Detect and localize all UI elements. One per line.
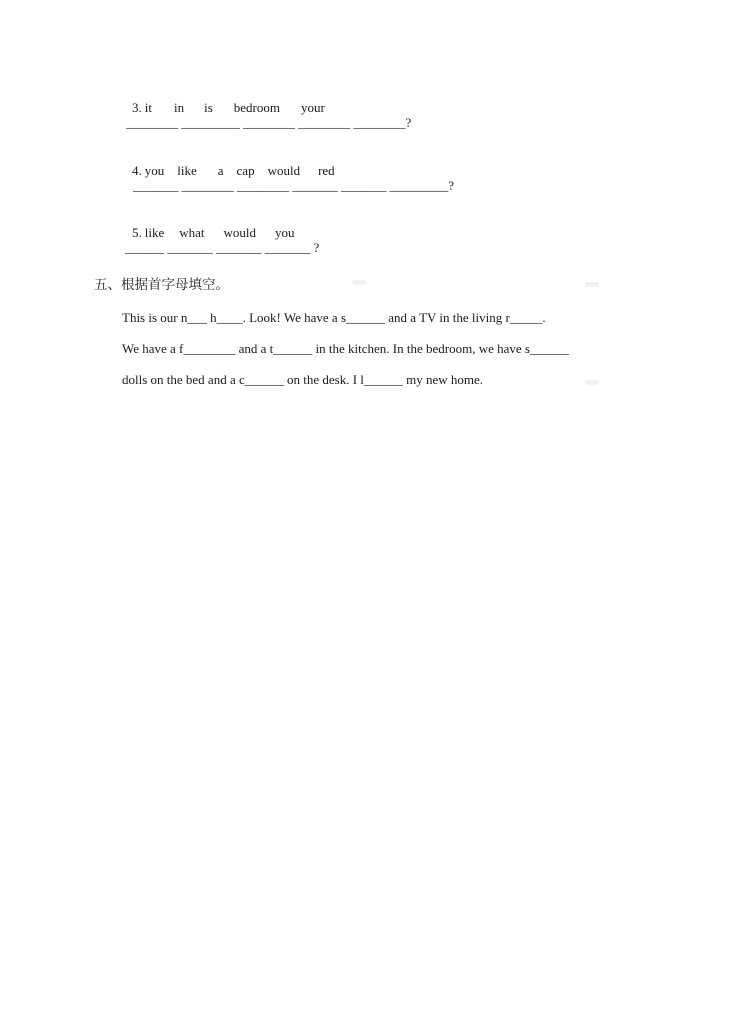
scrambled-word: is: [204, 100, 213, 115]
section-five-heading: 五、根据首字母填空。: [94, 277, 229, 293]
question-3-answer-line: ________ _________ ________ ________ ________?: [126, 115, 412, 130]
question-5-answer-line: ______ _______ _______ _______ ?: [125, 240, 320, 255]
question-4-answer-line: _______ ________ ________ _______ _______ _________?: [133, 178, 455, 193]
scrambled-word: would: [267, 163, 301, 178]
section-five-paragraph-line-2: We have a f________ and a t______ in the kitchen. In the bedroom, we have s______: [122, 341, 569, 356]
section-five-paragraph-line-1: This is our n___ h____. Look! We have a s______ and a TV in the living r_____.: [122, 310, 546, 325]
question-number: 5.: [132, 225, 142, 240]
scrambled-word: a: [217, 163, 224, 178]
scrambled-word: would: [223, 225, 257, 240]
scan-smudge: [352, 280, 366, 285]
scan-smudge: [585, 380, 599, 385]
scrambled-word: your: [301, 100, 325, 115]
scrambled-word: like: [144, 225, 165, 240]
scrambled-word: bedroom: [233, 100, 280, 115]
scrambled-word: in: [173, 100, 185, 115]
scrambled-word: what: [179, 225, 205, 240]
scan-smudge: [585, 282, 599, 287]
scrambled-word: red: [318, 163, 335, 178]
scrambled-word: you: [144, 163, 165, 178]
scrambled-word: it: [144, 100, 152, 115]
scrambled-word: like: [177, 163, 197, 178]
question-number: 3.: [132, 100, 142, 115]
question-number: 4.: [132, 163, 142, 178]
scrambled-word: you: [275, 225, 295, 240]
scrambled-word: cap: [236, 163, 255, 178]
section-five-paragraph-line-3: dolls on the bed and a c______ on the desk. I l______ my new home.: [122, 372, 484, 387]
